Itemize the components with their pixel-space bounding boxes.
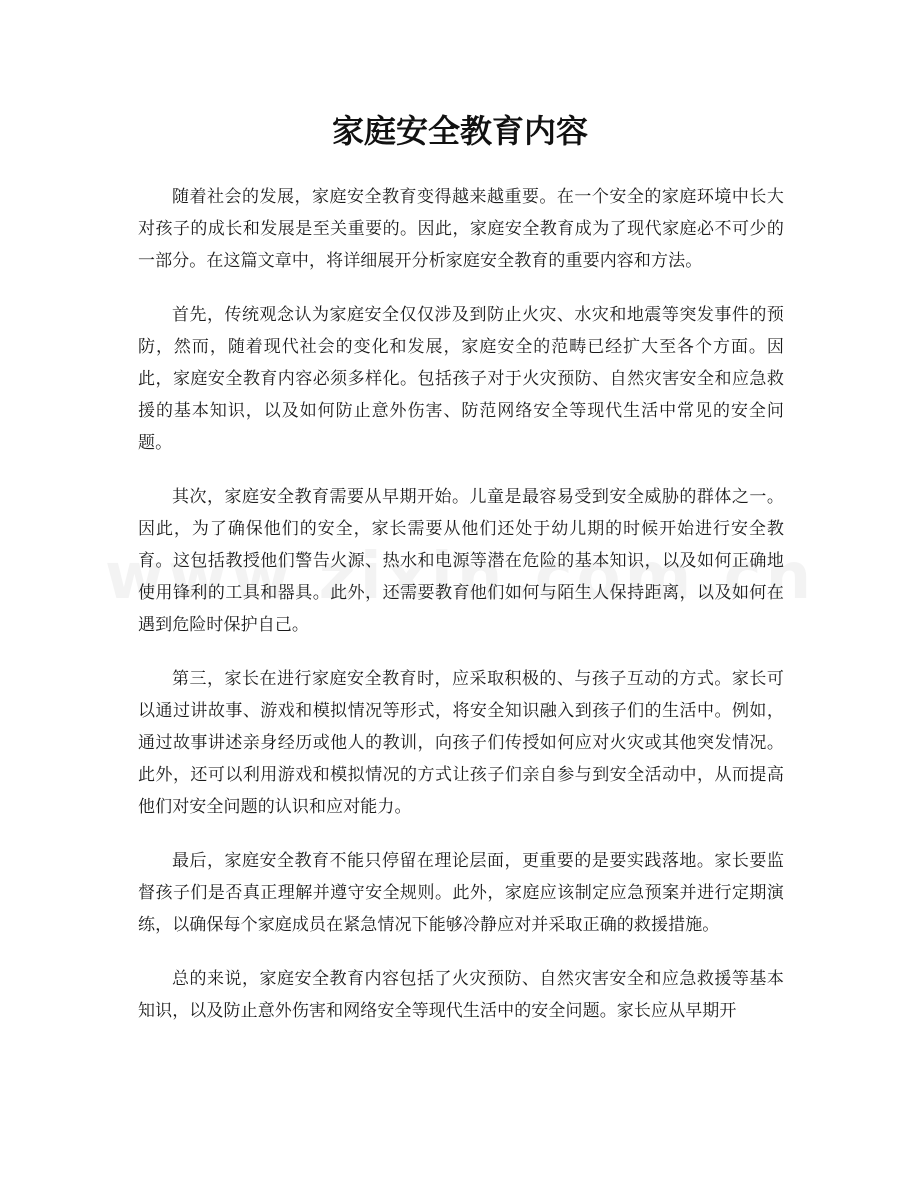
paragraph-second: 其次，家庭安全教育需要从早期开始。儿童是最容易受到安全威胁的群体之一。因此，为了确保他们的安全，家长需要从他们还处于幼儿期的时候开始进行安全教育。这包括教授他们警告火源、热水和电源等潜在危险的基本知识，以及如何正确地使用锋利的工具和器具。此外，还需要教育他们如何与陌生人保持距离，以及如何在遇到危险时保护自己。: [138, 487, 784, 635]
paragraph-intro: 随着社会的发展，家庭安全教育变得越来越重要。在一个安全的家庭环境中长大对孩子的成长和发展是至关重要的。因此，家庭安全教育成为了现代家庭必不可少的一部分。在这篇文章中，将详细展开分析家庭安全教育的重要内容和方法。: [138, 187, 784, 271]
paragraph-first: 首先，传统观念认为家庭安全仅仅涉及到防止火灾、水灾和地震等突发事件的预防，然而，随着现代社会的变化和发展，家庭安全的范畴已经扩大至各个方面。因此，家庭安全教育内容必须多样化。包括孩子对于火灾预防、自然灾害安全和应急救援的基本知识，以及如何防止意外伤害、防范网络安全等现代生活中常见的安全问题。: [138, 305, 784, 453]
paragraph-last: 最后，家庭安全教育不能只停留在理论层面，更重要的是要实践落地。家长要监督孩子们是否真正理解并遵守安全规则。此外，家庭应该制定应急预案并进行定期演练，以确保每个家庭成员在紧急情况下能够冷静应对并采取正确的救援措施。: [138, 851, 784, 935]
paragraph-third: 第三，家长在进行家庭安全教育时，应采取积极的、与孩子互动的方式。家长可以通过讲故事、游戏和模拟情况等形式，将安全知识融入到孩子们的生活中。例如，通过故事讲述亲身经历或他人的教训，向孩子们传授如何应对火灾或其他突发情况。此外，还可以利用游戏和模拟情况的方式让孩子们亲自参与到安全活动中，从而提高他们对安全问题的认识和应对能力。: [138, 669, 784, 817]
document-body: [138, 181, 784, 1049]
document-title: 家庭安全教育内容: [331, 112, 588, 150]
paragraph-summary: 总的来说，家庭安全教育内容包括了火灾预防、自然灾害安全和应急救援等基本知识，以及防止意外伤害和网络安全等现代生活中的安全问题。家长应从早期开: [138, 969, 784, 1021]
